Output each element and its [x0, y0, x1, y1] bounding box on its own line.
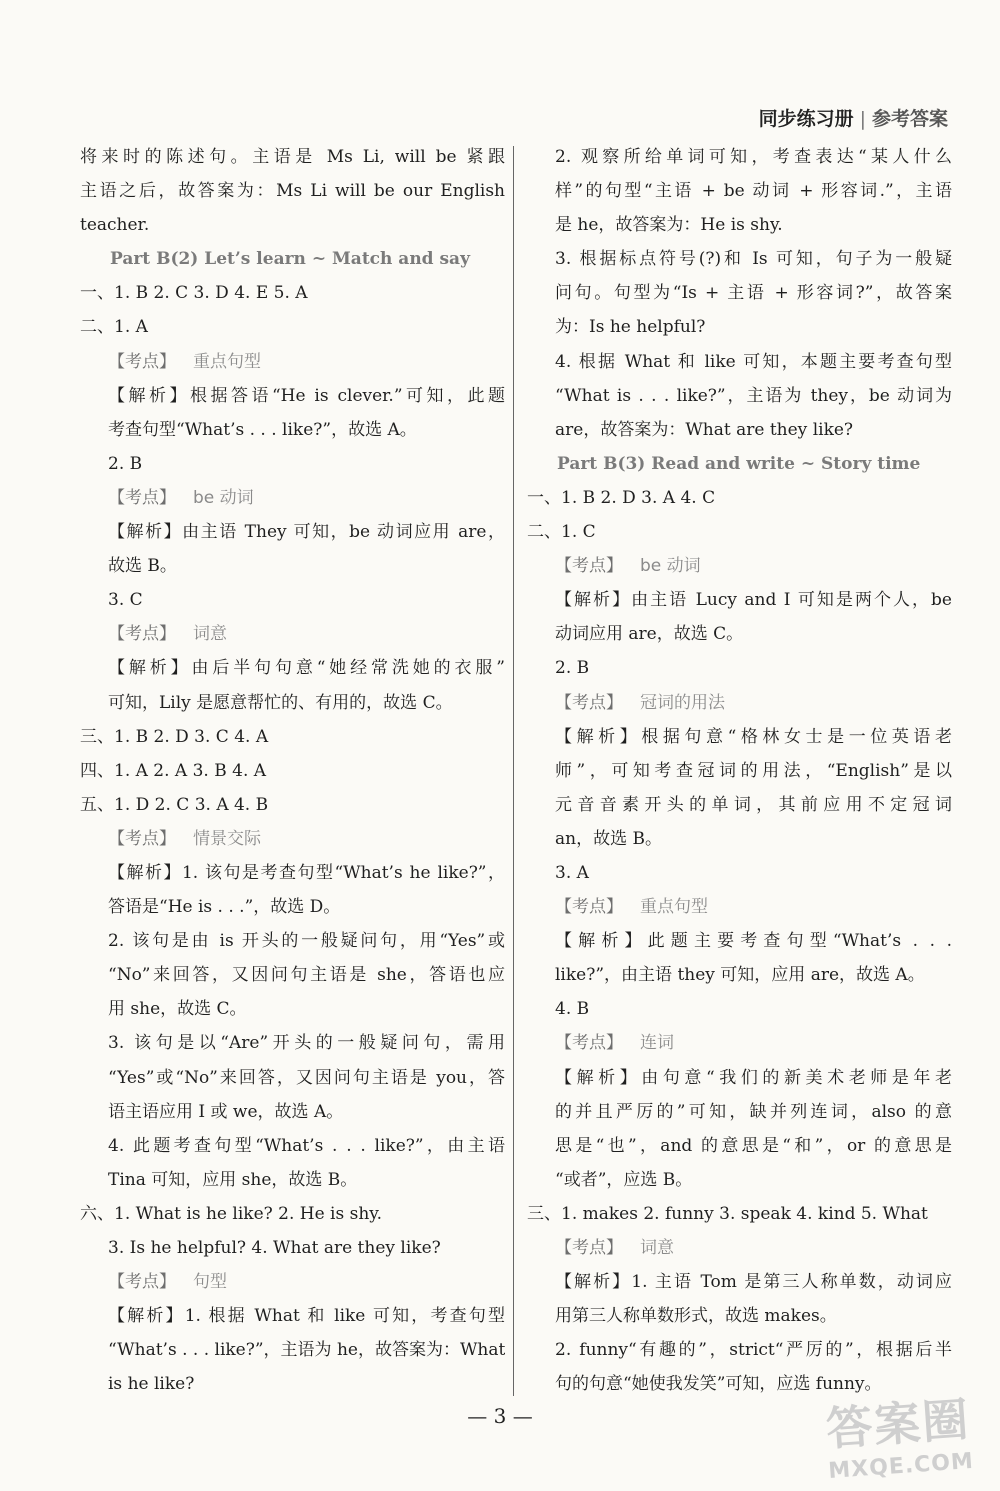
- key-point-value: 冠词的用法: [640, 692, 725, 713]
- text-line: 3. Is he helpful? 4. What are they like?: [108, 1238, 441, 1258]
- text-line: 用 she，故选 C。: [108, 999, 247, 1020]
- watermark-url: MXQE.COM: [827, 1448, 975, 1484]
- text-line: 元音音素开头的单词，其前应用不定冠词: [555, 794, 952, 815]
- key-point-value: be 动词: [193, 487, 254, 508]
- running-header: [759, 104, 948, 131]
- text-line: 动词应用 are，故选 C。: [555, 624, 744, 645]
- section-heading: Part B(3) Read and write ~ Story time: [557, 453, 921, 474]
- text-line: 用第三人称单数形式，故选 makes。: [555, 1306, 837, 1327]
- text-line: 【解析】由主语 They 可知，be 动词应用 are，: [108, 522, 505, 543]
- text-line: Tina 可知，应用 she，故选 B。: [108, 1169, 358, 1190]
- watermark-text: 答案圈: [824, 1392, 973, 1456]
- text-line: 思是“也”，and 的意思是“和”，or 的意思是: [555, 1135, 952, 1156]
- key-point-line: [80, 822, 505, 856]
- text-line: 三、1. B 2. D 3. C 4. A: [80, 726, 269, 747]
- key-point-tag: 【考点】: [108, 351, 176, 372]
- text-line: like?”，由主语 they 可知，应用 are，故选 A。: [555, 965, 925, 986]
- key-point-line: [80, 345, 505, 379]
- text-line: 【解析】根据答语“He is clever.”可知，此题: [108, 385, 505, 406]
- text-line: 是 he，故答案为：He is shy.: [555, 215, 783, 236]
- key-point-value: be 动词: [640, 556, 701, 577]
- text-line: 六、1. What is he like? 2. He is shy.: [80, 1203, 383, 1224]
- text-line: teacher.: [80, 215, 150, 236]
- text-line: 2. 观察所给单词可知，考查表达“某人什么: [555, 147, 952, 167]
- text-line: 一、1. B 2. C 3. D 4. E 5. A: [80, 283, 308, 304]
- text-line: 4. 此题考查句型“What’s . . . like?”，由主语: [108, 1135, 505, 1156]
- text-line: “No”来回答，又因问句主语是 she，答语也应: [108, 965, 505, 986]
- text-line: 答语是“He is . . .”，故选 D。: [108, 897, 341, 918]
- text-line: 可知，Lily 是愿意帮忙的、有用的，故选 C。: [108, 692, 453, 713]
- text-line: 【解析】1. 该句是考查句型“What’s he like?”，: [108, 862, 505, 883]
- text-line: 五、1. D 2. C 3. A 4. B: [80, 794, 269, 815]
- text-line: 【解析】根据句意“格林女士是一位英语老: [555, 726, 952, 747]
- text-line: 【解析】1. 主语 Tom 是第三人称单数，动词应: [555, 1272, 952, 1293]
- key-point-value: 重点句型: [640, 897, 708, 918]
- header-title: 同步练习册: [758, 108, 854, 130]
- text-line: 2. B: [108, 453, 143, 474]
- text-line: “What’s . . . like?”，主语为 he，故答案为：What: [108, 1340, 505, 1361]
- key-point-line: [527, 890, 952, 924]
- key-point-line: [527, 1231, 952, 1265]
- text-line: 2. 该句是由 is 开头的一般疑问句，用“Yes”或: [108, 931, 505, 952]
- key-point-line: [80, 617, 505, 651]
- key-point-line: [527, 1026, 952, 1060]
- key-point-tag: 【考点】: [108, 828, 176, 849]
- column-divider: [513, 146, 514, 1396]
- text-line: 【解析】由后半句句意“她经常洗她的衣服”: [108, 658, 505, 679]
- text-line: 2. B: [555, 658, 590, 679]
- text-line: is he like?: [108, 1374, 195, 1395]
- key-point-line: [527, 686, 952, 720]
- text-line: 故选 B。: [108, 556, 177, 577]
- text-line: 将来时的陈述句。主语是 Ms Li, will be 紧跟: [80, 147, 505, 167]
- key-point-line: [527, 549, 952, 583]
- watermark-logo: [823, 1383, 975, 1484]
- text-line: 3. A: [555, 862, 589, 883]
- text-line: 句的句意“她使我发笑”可知，应选 funny。: [555, 1374, 882, 1395]
- text-line: 4. 根据 What 和 like 可知，本题主要考查句型: [555, 351, 952, 372]
- section-heading: Part B(2) Let’s learn ~ Match and say: [110, 249, 470, 270]
- text-line: “或者”，应选 B。: [555, 1169, 693, 1190]
- text-line: 【解析】由句意“我们的新美术老师是年老: [555, 1067, 952, 1088]
- text-line: 3. 根据标点符号(?)和 Is 可知，句子为一般疑: [555, 249, 952, 270]
- text-line: 主语之后，故答案为：Ms Li will be our English: [80, 181, 505, 202]
- key-point-tag: 【考点】: [555, 897, 623, 918]
- key-point-line: [80, 1265, 505, 1299]
- key-point-tag: 【考点】: [555, 692, 623, 713]
- text-line: 3. C: [108, 590, 143, 611]
- text-line: 【解析】此题主要考查句型“What’s . . .: [555, 931, 952, 952]
- key-point-tag: 【考点】: [108, 624, 176, 645]
- text-line: “What is . . . like?”，主语为 they，be 动词为: [555, 385, 952, 406]
- key-point-value: 情景交际: [193, 828, 261, 849]
- text-line: 样”的句型“主语 + be 动词 + 形容词.”，主语: [555, 181, 952, 202]
- text-line: “Yes”或“No”来回答，又因问句主语是 you，答: [108, 1067, 505, 1088]
- key-point-value: 重点句型: [193, 351, 261, 372]
- key-point-line: [80, 481, 505, 515]
- key-point-tag: 【考点】: [555, 1033, 623, 1054]
- text-line: 为：Is he helpful?: [555, 317, 706, 338]
- key-point-tag: 【考点】: [555, 1238, 623, 1258]
- text-line: 二、1. A: [80, 317, 148, 338]
- text-line: 考查句型“What’s . . . like?”，故选 A。: [108, 419, 417, 440]
- key-point-value: 句型: [193, 1272, 227, 1293]
- header-subtitle: 参考答案: [871, 108, 948, 130]
- text-line: 师”，可知考查冠词的用法，“English”是以: [555, 760, 952, 781]
- key-point-tag: 【考点】: [555, 556, 623, 577]
- text-line: 2. funny“有趣的”，strict“严厉的”，根据后半: [555, 1340, 952, 1361]
- text-line: 【解析】1. 根据 What 和 like 可知，考查句型: [108, 1306, 505, 1327]
- text-line: 语主语应用 I 或 we，故选 A。: [108, 1101, 344, 1122]
- key-point-tag: 【考点】: [108, 1272, 176, 1293]
- text-line: are，故答案为：What are they like?: [555, 419, 854, 440]
- text-line: 3. 该句是以“Are”开头的一般疑问句，需用: [108, 1033, 505, 1054]
- header-separator: |: [859, 108, 866, 130]
- key-point-value: 词意: [640, 1238, 674, 1258]
- left-column: [80, 140, 505, 1401]
- text-line: 【解析】由主语 Lucy and I 可知是两个人，be: [555, 590, 952, 611]
- text-line: 二、1. C: [527, 522, 596, 543]
- text-line: 的并且严厉的”可知，缺并列连词，also 的意: [555, 1101, 952, 1122]
- key-point-tag: 【考点】: [108, 487, 176, 508]
- text-line: an，故选 B。: [555, 828, 662, 849]
- key-point-value: 连词: [640, 1033, 674, 1054]
- text-line: 4. B: [555, 999, 590, 1020]
- page-number: — 3 —: [467, 1404, 533, 1428]
- text-line: 一、1. B 2. D 3. A 4. C: [527, 487, 716, 508]
- text-line: 问句。句型为“Is + 主语 + 形容词?”，故答案: [555, 283, 952, 304]
- right-column: [527, 140, 952, 1401]
- key-point-value: 词意: [193, 624, 227, 645]
- text-line: 三、1. makes 2. funny 3. speak 4. kind 5. What: [527, 1203, 928, 1224]
- text-line: 四、1. A 2. A 3. B 4. A: [80, 760, 267, 781]
